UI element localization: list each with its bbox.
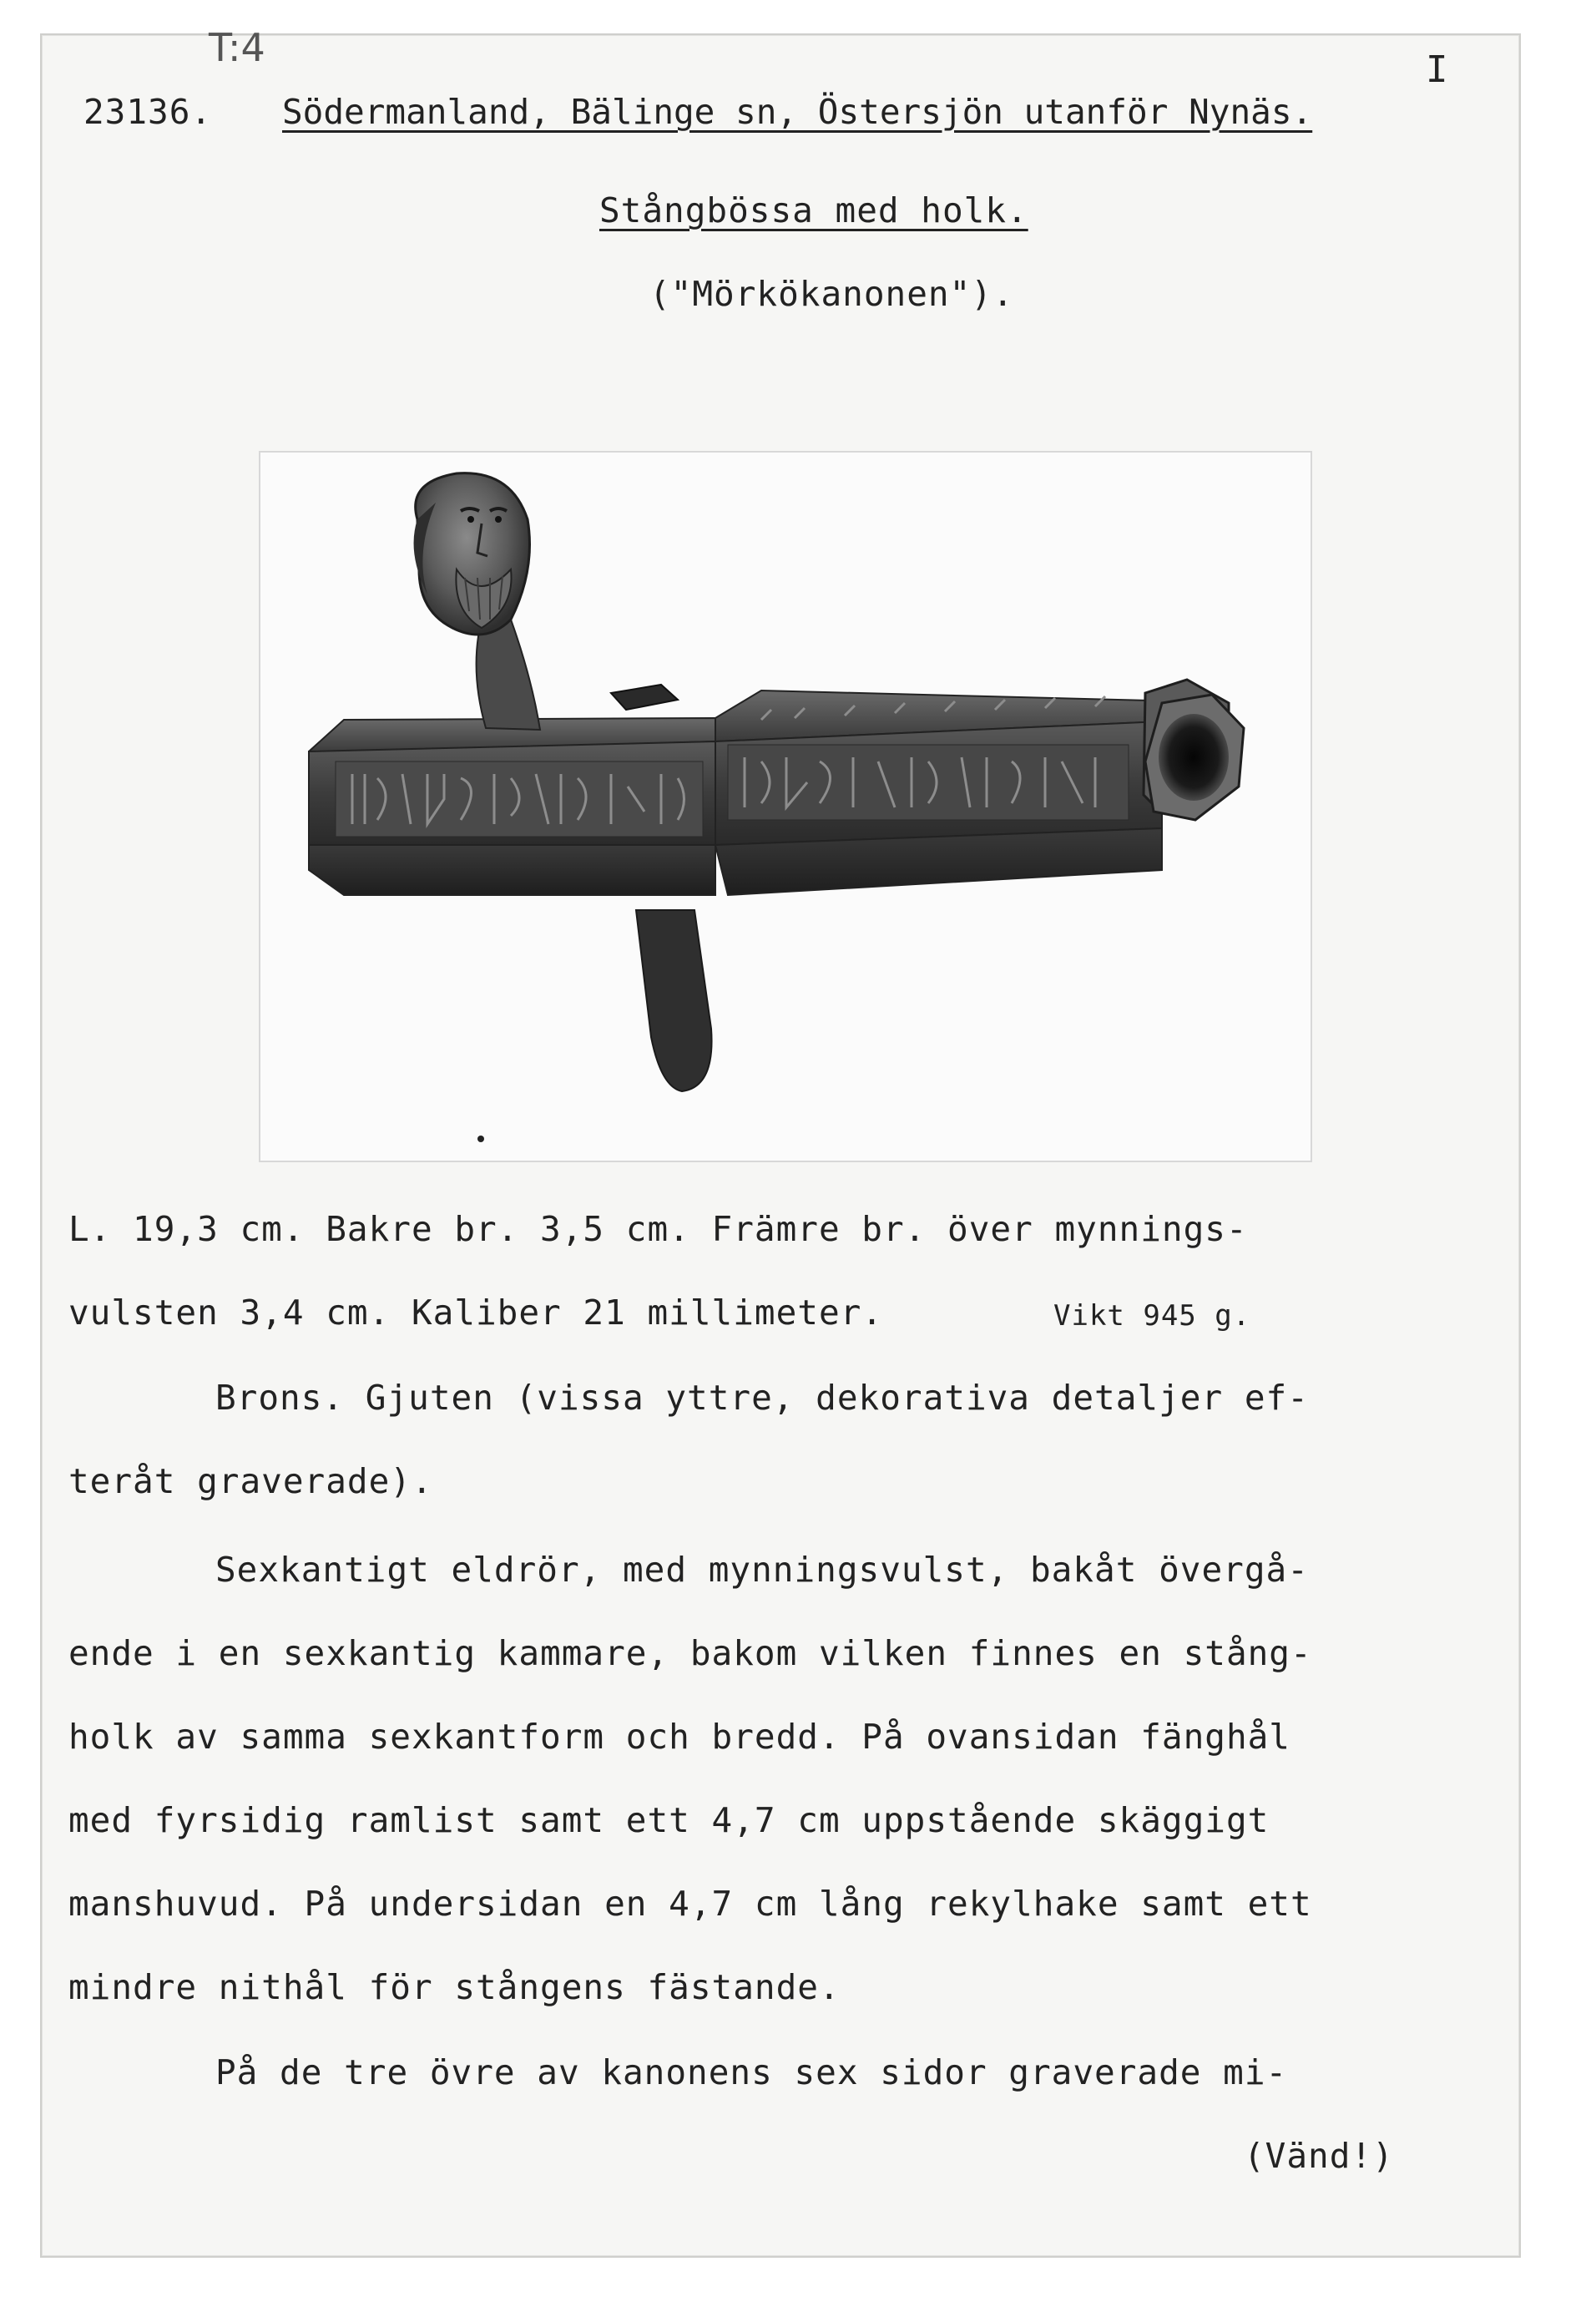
description-line-2: ende i en sexkantig kammare, bakom vilken finnes en stång-: [68, 1633, 1312, 1673]
material-line-1: Brons. Gjuten (vissa yttre, dekorativa detaljer ef-: [215, 1378, 1309, 1418]
head-neck: [477, 620, 540, 730]
cannon-illustration: [260, 453, 1311, 1161]
description-line-4: med fyrsidig ramlist samt ett 4,7 cm uppstående skäggigt: [68, 1800, 1270, 1840]
description-line-3: holk av samma sexkantform och bredd. På ovansidan fänghål: [68, 1717, 1290, 1757]
object-title: Stångbössa med holk.: [599, 190, 1028, 230]
object-nickname: ("Mörkökanonen").: [649, 274, 1014, 314]
measurements-line-2: vulsten 3,4 cm. Kaliber 21 millimeter.: [68, 1293, 883, 1333]
weight: Vikt 945 g.: [1053, 1299, 1251, 1333]
object-photograph: [259, 451, 1312, 1162]
description-line-1: Sexkantigt eldrör, med mynningsvulst, bakåt övergå-: [215, 1550, 1309, 1590]
engraving-line-1: På de tre övre av kanonens sex sidor graverade mi-: [215, 2052, 1288, 2092]
description-line-5: manshuvud. På undersidan en 4,7 cm lång rekylhake samt ett: [68, 1884, 1312, 1924]
turn-over-note: (Vänd!): [1244, 2136, 1394, 2176]
page-number: I: [1426, 48, 1449, 91]
handwritten-mark: T:4: [209, 25, 265, 70]
muzzle-bore: [1159, 714, 1229, 801]
material-line-2: teråt graverade).: [68, 1461, 433, 1501]
description-line-6: mindre nithål för stångens fästande.: [68, 1967, 841, 2007]
measurements-line-1: L. 19,3 cm. Bakre br. 3,5 cm. Främre br. över mynnings-: [68, 1209, 1248, 1249]
catalog-number: 23136.: [83, 92, 213, 132]
touch-hole-frame: [611, 685, 678, 710]
find-location: Södermanland, Bälinge sn, Östersjön utanför Nynäs.: [282, 92, 1313, 132]
recoil-hook: [636, 910, 712, 1091]
